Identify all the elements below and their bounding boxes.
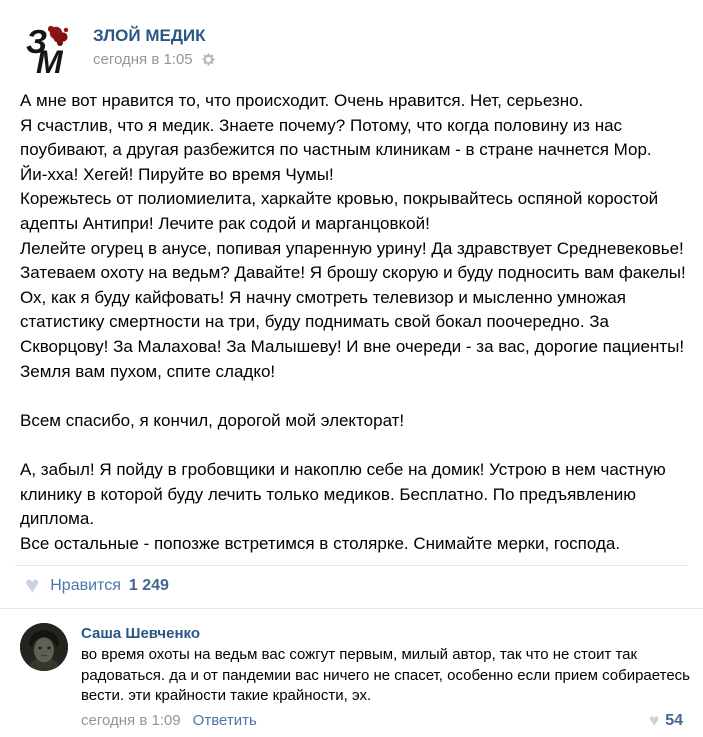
- svg-text:М: М: [36, 44, 63, 76]
- comment-timestamp[interactable]: сегодня в 1:09: [81, 712, 181, 730]
- post-header: [0, 0, 703, 76]
- text-line-blank: [20, 384, 683, 409]
- portrait-photo-icon: [20, 623, 68, 671]
- heart-icon: ♥: [25, 572, 40, 600]
- text-line: Все остальные - попозже встретимся в столярке. Снимайте мерки, господа.: [20, 533, 621, 553]
- text-line: А, забыл! Я пойду в гробовщики и накоплю себе на домик! Устрою в нем частную: [20, 459, 666, 479]
- text-line: А мне вот нравится то, что происходит. Очень нравится. Нет, серьезно.: [20, 91, 584, 110]
- community-avatar[interactable]: [20, 20, 76, 76]
- comment: [0, 609, 703, 730]
- text-line: Я счастлив, что я медик. Знаете почему? Потому, что когда половину из нас: [20, 115, 623, 135]
- text-line: Ох, как я буду кайфовать! Я начну смотреть телевизор и мысленно умножая: [20, 287, 626, 307]
- post-timestamp[interactable]: сегодня в 1:05: [93, 51, 193, 68]
- text-line: Всем спасибо, я кончил, дорогой мой электорат!: [20, 410, 405, 430]
- text-line: Лелейте огурец в анусе, попивая упаренную урину! Да здравствует Средневековье!: [20, 238, 684, 258]
- comment-like-count: 54: [665, 711, 683, 729]
- like-button[interactable]: [25, 572, 169, 600]
- commenter-avatar[interactable]: [20, 623, 68, 671]
- post-header-info: [93, 20, 216, 76]
- post-text: [0, 89, 703, 556]
- text-line: статистику смертности на три, буду поднимать свой бокал поочередно. За: [20, 312, 609, 332]
- post-options-button[interactable]: [201, 52, 216, 67]
- like-count: 1 249: [128, 577, 169, 595]
- comment-body: [81, 623, 690, 730]
- reply-button[interactable]: Ответить: [192, 712, 257, 730]
- text-line: Корежьтесь от полиомиелита, харкайте кровью, покрывайтесь оспяной коростой: [20, 189, 659, 209]
- text-line: Скворцову! За Малахова! За Малышеву! И вне очереди - за вас, дорогие пациенты!: [20, 336, 685, 356]
- comment-line: во время охоты на ведьм вас сожгут первым, милый автор, так что не стоит так: [81, 646, 638, 664]
- text-line: поубивают, а другая разбежится по частным клиникам - в стране начнется Мор.: [20, 140, 652, 160]
- text-line: диплома.: [20, 509, 95, 529]
- text-line-blank: [20, 433, 683, 458]
- svg-text:З: З: [26, 23, 48, 60]
- comment-line: вести. эти крайности такие крайности, эх.: [81, 687, 372, 705]
- comment-text: [81, 645, 690, 707]
- comment-like-button[interactable]: [649, 712, 683, 730]
- zm-logo-icon: [20, 20, 76, 76]
- post-meta-row: [93, 51, 216, 68]
- post-footer-divider: [15, 565, 688, 566]
- comment-footer: [81, 712, 683, 730]
- text-line: Затеваем охоту на ведьм? Давайте! Я брошу скорую и буду подносить вам факелы!: [20, 263, 686, 283]
- text-line: клинику в которой буду лечить только медиков. Бесплатно. По предъявлению: [20, 484, 636, 504]
- text-line: Земля вам пухом, спите сладко!: [20, 361, 276, 381]
- gear-icon: [201, 52, 216, 67]
- text-line: Йи-хха! Хегей! Пируйте во время Чумы!: [20, 164, 334, 184]
- heart-icon: ♥: [649, 710, 660, 730]
- text-line: адепты Антипри! Лечите рак содой и марганцовкой!: [20, 213, 430, 233]
- like-label: Нравится: [50, 577, 121, 595]
- community-name-link[interactable]: ЗЛОЙ МЕДИК: [93, 26, 206, 45]
- comment-line: радоваться. да и от пандемии вас ничего не спасет, особенно если прием собираетесь: [81, 666, 690, 684]
- commenter-name-link[interactable]: Саша Шевченко: [81, 625, 201, 643]
